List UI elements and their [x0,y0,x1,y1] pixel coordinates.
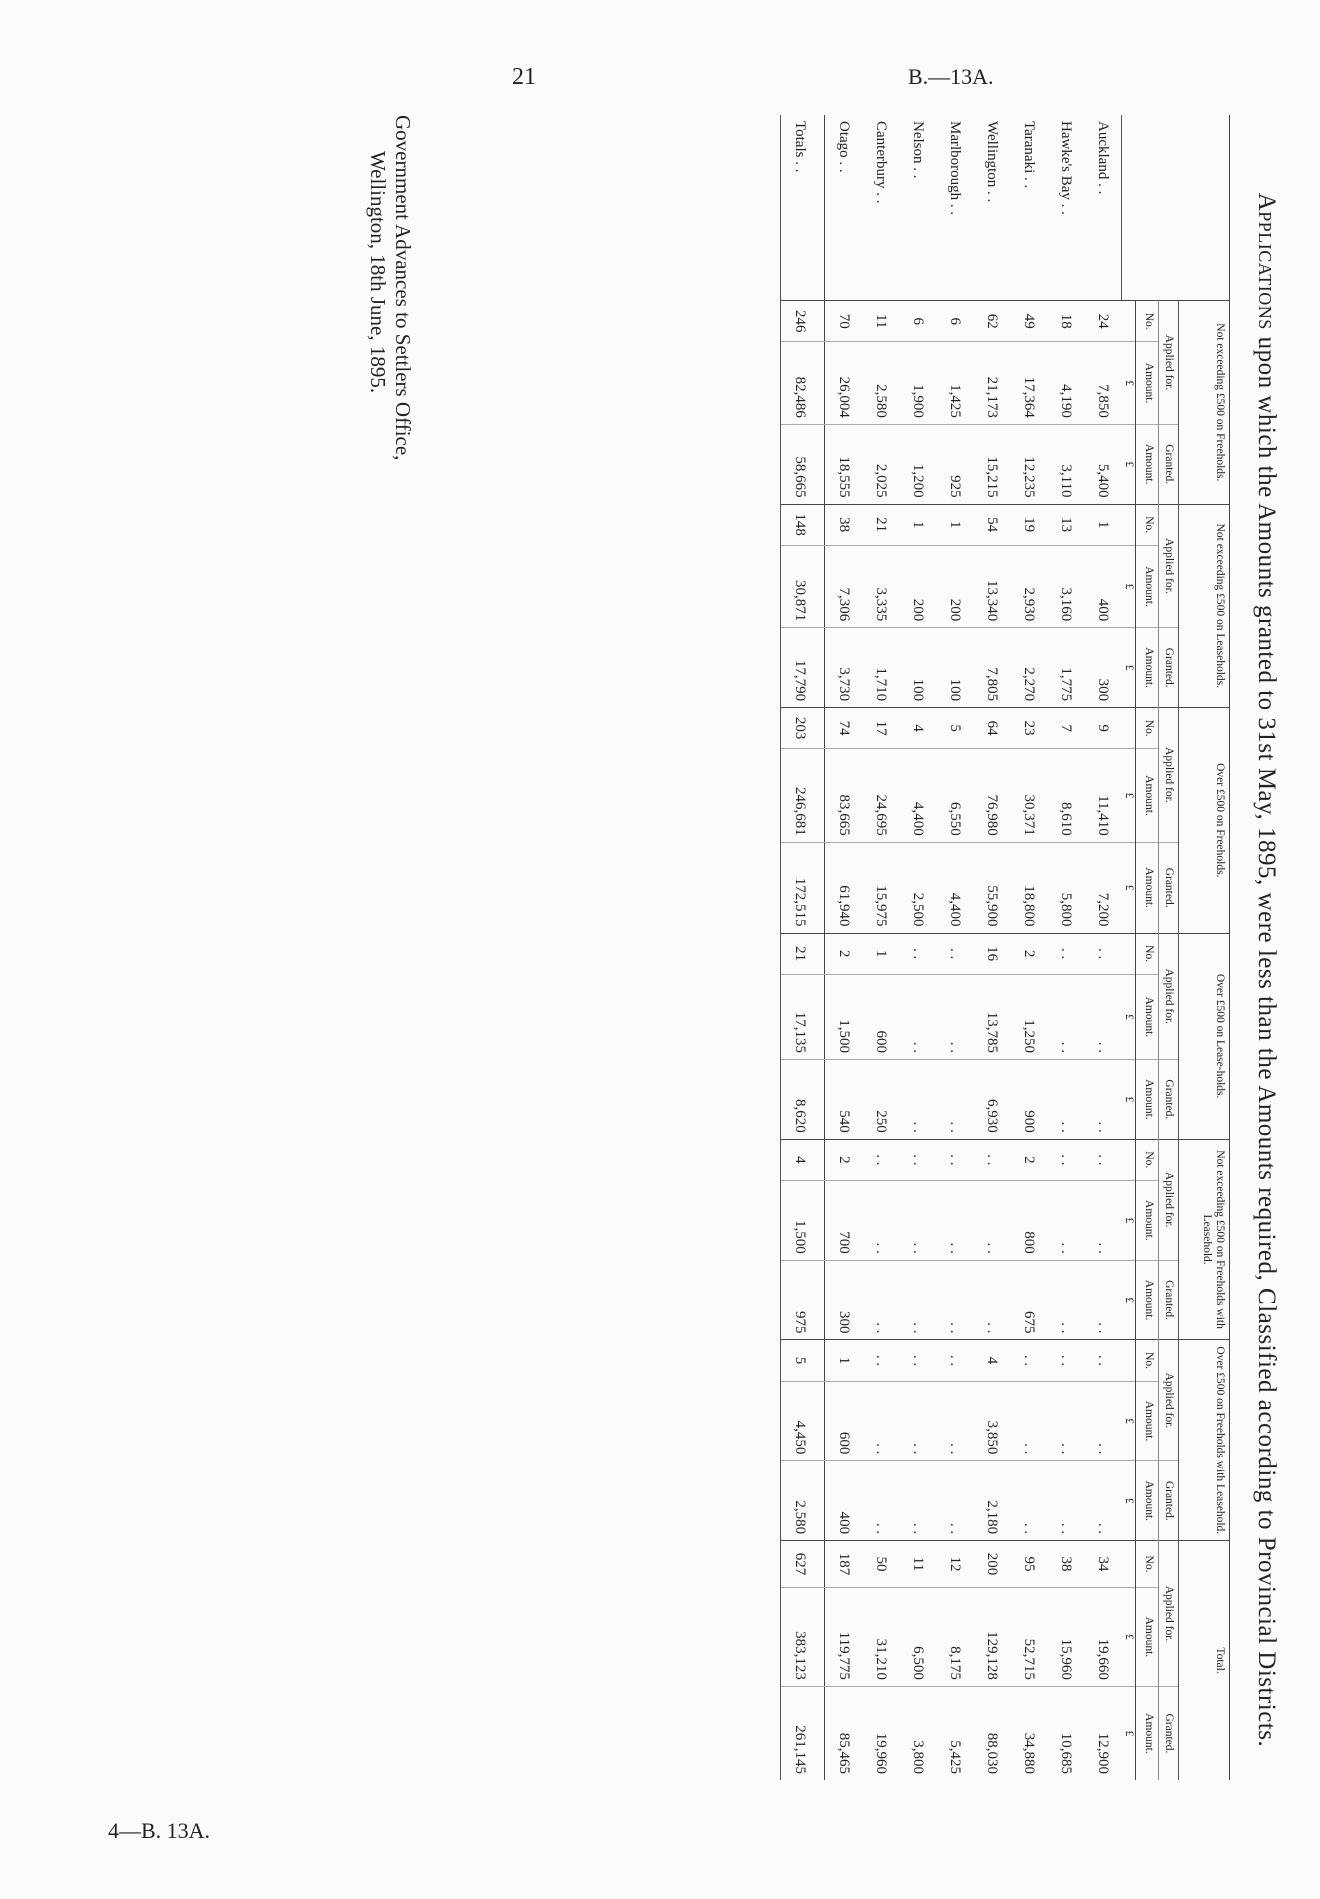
count-cell: 9 [1084,708,1122,749]
count-cell: 11 [899,1541,936,1588]
count-cell: 5 [780,1340,824,1381]
applied-amount-cell: 11,410 [1084,749,1122,842]
district-name: Marlborough . . [946,121,963,216]
count-cell: 54 [973,504,1010,545]
applied-amount-cell: 700 [824,1180,862,1260]
granted-amount-cell: . . [1047,1059,1084,1139]
granted-amount-cell: . . [1010,1461,1047,1541]
count-cell: 38 [1047,1541,1084,1588]
count-cell: 38 [824,504,862,545]
column-header-row [1135,115,1158,1780]
granted-amount-cell: 34,880 [1010,1686,1047,1780]
count-cell: 19 [1010,504,1047,545]
granted-amount-cell: 19,960 [862,1686,899,1780]
applied-for-header: Applied for. [1158,1139,1178,1260]
amount-header: Amount. [1135,842,1158,933]
unit-pound: £ [1121,749,1135,842]
applied-amount-cell: 26,004 [824,342,862,424]
applied-amount-cell: 4,450 [780,1381,824,1461]
unit-pound: £ [1121,1686,1135,1780]
count-cell: 4 [973,1340,1010,1381]
count-cell: 49 [1010,301,1047,342]
footer-reference: 4—B. 13A. [108,1818,211,1843]
unit-pound: £ [1121,1587,1135,1686]
district-name: Wellington . . [983,121,1000,203]
granted-header: Granted. [1158,1686,1178,1780]
amount-header: Amount. [1135,1180,1158,1260]
granted-amount-cell: 85,465 [824,1686,862,1780]
granted-amount-cell: 4,400 [936,842,973,933]
no-header: No. [1135,708,1158,749]
granted-amount-cell: 2,580 [780,1461,824,1541]
table-row [973,115,1010,1780]
applied-amount-cell: 6,500 [899,1587,936,1686]
applied-amount-cell: 3,335 [862,545,899,627]
title-rest: upon which the Amounts granted to 31st May, 1895, were less than the Amounts required, Classified according to Provincial Districts. [1253,329,1280,1748]
count-cell: 24 [1084,301,1122,342]
count-cell: 18 [1047,301,1084,342]
applied-amount-cell: 383,123 [780,1587,824,1686]
count-cell: . . [899,1139,936,1180]
count-cell: . . [1084,1340,1122,1381]
applied-amount-cell: 2,580 [862,342,899,424]
granted-amount-cell: 15,215 [973,424,1010,504]
table-body [780,115,1121,1780]
unit-pound: £ [1121,1260,1135,1340]
granted-amount-cell: 3,800 [899,1686,936,1780]
count-cell: 11 [862,301,899,342]
applied-amount-cell: 13,340 [973,545,1010,627]
applied-amount-cell: 17,364 [1010,342,1047,424]
unit-pound: £ [1121,342,1135,424]
amount-header: Amount. [1135,1059,1158,1139]
granted-amount-cell: 3,110 [1047,424,1084,504]
applied-for-header: Applied for. [1158,301,1178,425]
applied-amount-cell: . . [862,1381,899,1461]
applied-amount-cell: 30,871 [780,545,824,627]
applied-amount-cell: 6,550 [936,749,973,842]
table-row [862,115,899,1780]
count-cell: 4 [899,708,936,749]
count-cell: 1 [862,933,899,974]
count-cell: . . [973,1139,1010,1180]
granted-amount-cell: 8,620 [780,1059,824,1139]
granted-amount-cell: 3,730 [824,628,862,708]
count-cell: 203 [780,708,824,749]
applications-table [780,115,1230,1780]
amount-header: Amount. [1135,1260,1158,1340]
unit-pound: £ [1121,842,1135,933]
applied-amount-cell: 7,306 [824,545,862,627]
applied-amount-cell: 30,371 [1010,749,1047,842]
signature-office: Government Advances to Settlers Office, [391,115,415,461]
applied-amount-cell: . . [1084,1381,1122,1461]
applied-amount-cell: 1,500 [780,1180,824,1260]
applied-amount-cell: 2,930 [1010,545,1047,627]
count-cell: 64 [973,708,1010,749]
granted-amount-cell: . . [899,1461,936,1541]
table-row [1084,115,1122,1780]
district-name: Auckland . . [1094,121,1111,195]
count-cell: . . [1084,1139,1122,1180]
amount-header: Amount. [1135,1461,1158,1541]
granted-amount-cell: 15,975 [862,842,899,933]
count-cell: 2 [1010,1139,1047,1180]
applied-amount-cell: 52,715 [1010,1587,1047,1686]
unit-pound: £ [1121,1461,1135,1541]
amount-header: Amount. [1135,1587,1158,1686]
applied-amount-cell: . . [899,974,936,1059]
applied-for-header: Applied for. [1158,708,1178,843]
unit-pound: £ [1121,424,1135,504]
granted-amount-cell: 900 [1010,1059,1047,1139]
granted-amount-cell: . . [1084,1260,1122,1340]
table-row [899,115,936,1780]
table-row [936,115,973,1780]
district-name: Nelson . . [909,121,926,179]
granted-amount-cell: . . [973,1260,1010,1340]
unit-pound: £ [1121,1381,1135,1461]
applied-amount-cell: 200 [899,545,936,627]
district-name: Otago . . [835,121,852,173]
granted-amount-cell: 1,775 [1047,628,1084,708]
applied-amount-cell: . . [1047,1381,1084,1461]
amount-header: Amount. [1135,749,1158,842]
unit-blank [1121,708,1135,749]
applied-for-header: Applied for. [1158,504,1178,628]
applied-amount-cell: 1,500 [824,974,862,1059]
granted-amount-cell: 100 [936,628,973,708]
group-header-row [1179,115,1230,1780]
granted-amount-cell: 400 [824,1461,862,1541]
applied-amount-cell: 200 [936,545,973,627]
district-name: Taranaki . . [1020,121,1037,189]
applied-amount-cell: 13,785 [973,974,1010,1059]
applied-amount-cell: 1,900 [899,342,936,424]
count-cell: 12 [936,1541,973,1588]
count-cell: . . [862,1340,899,1381]
group-header: Not exceeding £500 on Freeholds with Leasehold. [1179,1139,1230,1340]
signature-date: Wellington, 18th June, 1895. [365,151,390,394]
applied-amount-cell: 19,660 [1084,1587,1122,1686]
applied-for-header: Applied for. [1158,1340,1178,1461]
granted-amount-cell: 55,900 [973,842,1010,933]
applied-amount-cell: . . [1010,1381,1047,1461]
count-cell: 2 [824,933,862,974]
granted-amount-cell: 6,930 [973,1059,1010,1139]
applied-amount-cell: . . [1047,974,1084,1059]
district-header [1121,115,1229,301]
applied-for-header: Applied for. [1158,1541,1178,1687]
granted-amount-cell: . . [862,1260,899,1340]
granted-amount-cell: . . [899,1260,936,1340]
granted-amount-cell: . . [1047,1260,1084,1340]
count-cell: . . [899,1340,936,1381]
page-number: 21 [512,64,536,90]
granted-amount-cell: 675 [1010,1260,1047,1340]
granted-amount-cell: . . [1084,1461,1122,1541]
granted-amount-cell: 2,025 [862,424,899,504]
granted-amount-cell: 2,270 [1010,628,1047,708]
applied-amount-cell: . . [1084,974,1122,1059]
applied-amount-cell: . . [1084,1180,1122,1260]
count-cell: 7 [1047,708,1084,749]
count-cell: 200 [973,1541,1010,1588]
granted-amount-cell: 12,900 [1084,1686,1122,1780]
applied-amount-cell: 15,960 [1047,1587,1084,1686]
count-cell: 17 [862,708,899,749]
count-cell: 187 [824,1541,862,1588]
applied-amount-cell: . . [936,974,973,1059]
granted-amount-cell: 261,145 [780,1686,824,1780]
no-header: No. [1135,301,1158,342]
count-cell: 1 [824,1340,862,1381]
applied-for-header: Applied for. [1158,933,1178,1059]
applied-amount-cell: . . [973,1180,1010,1260]
applied-amount-cell: 8,175 [936,1587,973,1686]
granted-amount-cell: . . [936,1461,973,1541]
applied-amount-cell: 82,486 [780,342,824,424]
granted-amount-cell: 100 [899,628,936,708]
applied-amount-cell: . . [862,1180,899,1260]
amount-header: Amount. [1135,628,1158,708]
applied-amount-cell: 119,775 [824,1587,862,1686]
no-header: No. [1135,1139,1158,1180]
applied-amount-cell: 400 [1084,545,1122,627]
count-cell: 16 [973,933,1010,974]
count-cell: 74 [824,708,862,749]
document-reference: B.—13A. [908,64,994,89]
granted-amount-cell: 10,685 [1047,1686,1084,1780]
count-cell: 1 [936,504,973,545]
granted-header: Granted. [1158,1059,1178,1139]
applied-amount-cell: 600 [862,974,899,1059]
applied-amount-cell: 1,425 [936,342,973,424]
count-cell: . . [1084,933,1122,974]
totals-row [780,115,824,1780]
granted-amount-cell: 61,940 [824,842,862,933]
count-cell: 246 [780,301,824,342]
applied-amount-cell: 3,850 [973,1381,1010,1461]
count-cell: 6 [936,301,973,342]
granted-header: Granted. [1158,628,1178,708]
amount-header: Amount. [1135,424,1158,504]
granted-amount-cell: 975 [780,1260,824,1340]
no-header: No. [1135,933,1158,974]
granted-amount-cell: 925 [936,424,973,504]
no-header: No. [1135,504,1158,545]
unit-blank [1121,933,1135,974]
count-cell: 23 [1010,708,1047,749]
granted-amount-cell: 250 [862,1059,899,1139]
granted-header: Granted. [1158,424,1178,504]
count-cell: . . [899,933,936,974]
granted-amount-cell: 5,425 [936,1686,973,1780]
count-cell: . . [936,1340,973,1381]
granted-amount-cell: 300 [1084,628,1122,708]
granted-amount-cell: . . [899,1059,936,1139]
unit-row [1121,115,1135,1780]
count-cell: 4 [780,1139,824,1180]
applied-amount-cell: 17,135 [780,974,824,1059]
count-cell: . . [1047,1139,1084,1180]
signature-block [365,115,415,460]
applied-amount-cell: 3,160 [1047,545,1084,627]
amount-header: Amount. [1135,342,1158,424]
subgroup-header-row [1158,115,1178,1780]
count-cell: . . [936,933,973,974]
totals-label: Totals . . [780,115,824,301]
count-cell: . . [936,1139,973,1180]
applied-amount-cell: 1,250 [1010,974,1047,1059]
applied-amount-cell: . . [899,1180,936,1260]
granted-amount-cell: 2,180 [973,1461,1010,1541]
granted-header: Granted. [1158,1461,1178,1541]
granted-amount-cell: 7,200 [1084,842,1122,933]
granted-amount-cell: 1,200 [899,424,936,504]
amount-header: Amount. [1135,1381,1158,1461]
granted-amount-cell: 2,500 [899,842,936,933]
granted-amount-cell: 58,665 [780,424,824,504]
count-cell: 1 [1084,504,1122,545]
unit-blank [1121,1541,1135,1588]
granted-amount-cell: 172,515 [780,842,824,933]
granted-header: Granted. [1158,1260,1178,1340]
applied-amount-cell: 8,610 [1047,749,1084,842]
no-header: No. [1135,1340,1158,1381]
count-cell: 148 [780,504,824,545]
unit-pound: £ [1121,1059,1135,1139]
amount-header: Amount. [1135,1686,1158,1780]
count-cell: . . [862,1139,899,1180]
count-cell: 21 [862,504,899,545]
granted-amount-cell: 7,805 [973,628,1010,708]
applied-amount-cell: 83,665 [824,749,862,842]
count-cell: 5 [936,708,973,749]
granted-amount-cell: 5,800 [1047,842,1084,933]
amount-header: Amount. [1135,545,1158,627]
granted-amount-cell: 18,800 [1010,842,1047,933]
granted-amount-cell: 88,030 [973,1686,1010,1780]
table-row [824,115,862,1780]
group-header: Over £500 on Lease-holds. [1179,933,1230,1139]
granted-header: Granted. [1158,842,1178,933]
count-cell: 50 [862,1541,899,1588]
group-header: Not exceeding £500 on Leaseholds. [1179,504,1230,708]
count-cell: . . [1047,1340,1084,1381]
district-name: Hawke's Bay . . [1057,121,1074,215]
unit-pound: £ [1121,628,1135,708]
count-cell: 2 [824,1139,862,1180]
count-cell: 627 [780,1541,824,1588]
applied-amount-cell: 31,210 [862,1587,899,1686]
unit-pound: £ [1121,1180,1135,1260]
unit-pound: £ [1121,974,1135,1059]
table-row [1010,115,1047,1780]
granted-amount-cell: . . [862,1461,899,1541]
group-header: Over £500 on Freeholds. [1179,708,1230,933]
granted-amount-cell: 540 [824,1059,862,1139]
count-cell: 21 [780,933,824,974]
granted-amount-cell: 5,400 [1084,424,1122,504]
group-header: Over £500 on Freeholds with Leasehold. [1179,1340,1230,1541]
district-name: Canterbury . . [872,121,889,204]
count-cell: 1 [899,504,936,545]
group-header: Not exceeding £500 on Freeholds. [1179,301,1230,504]
unit-pound: £ [1121,545,1135,627]
count-cell: 13 [1047,504,1084,545]
count-cell: 34 [1084,1541,1122,1588]
group-header: Total. [1179,1541,1230,1780]
title-lead: Applications [1253,192,1280,330]
no-header: No. [1135,1541,1158,1588]
applied-amount-cell: . . [936,1381,973,1461]
granted-amount-cell: 1,710 [862,628,899,708]
unit-blank [1121,301,1135,342]
applied-amount-cell: . . [936,1180,973,1260]
count-cell: . . [1047,933,1084,974]
granted-amount-cell: 17,790 [780,628,824,708]
applied-amount-cell: 4,400 [899,749,936,842]
granted-amount-cell: . . [936,1059,973,1139]
rotated-table-content [320,0,1320,1780]
applied-amount-cell: 21,173 [973,342,1010,424]
unit-blank [1121,504,1135,545]
applied-amount-cell: 800 [1010,1180,1047,1260]
count-cell: 95 [1010,1541,1047,1588]
count-cell: 2 [1010,933,1047,974]
applied-amount-cell: 76,980 [973,749,1010,842]
amount-header: Amount. [1135,974,1158,1059]
granted-amount-cell: 12,235 [1010,424,1047,504]
applied-amount-cell: 129,128 [973,1587,1010,1686]
count-cell: 6 [899,301,936,342]
unit-blank [1121,1340,1135,1381]
count-cell: 62 [973,301,1010,342]
table-row [1047,115,1084,1780]
granted-amount-cell: . . [1084,1059,1122,1139]
count-cell: . . [1010,1340,1047,1381]
applied-amount-cell: . . [899,1381,936,1461]
granted-amount-cell: . . [936,1260,973,1340]
granted-amount-cell: . . [1047,1461,1084,1541]
granted-amount-cell: 18,555 [824,424,862,504]
applied-amount-cell: 24,695 [862,749,899,842]
unit-blank [1121,1139,1135,1180]
count-cell: 70 [824,301,862,342]
applied-amount-cell: 7,850 [1084,342,1122,424]
applied-amount-cell: 246,681 [780,749,824,842]
applied-amount-cell: . . [1047,1180,1084,1260]
granted-amount-cell: 300 [824,1260,862,1340]
table-title [1252,160,1280,1780]
applied-amount-cell: 4,190 [1047,342,1084,424]
applied-amount-cell: 600 [824,1381,862,1461]
